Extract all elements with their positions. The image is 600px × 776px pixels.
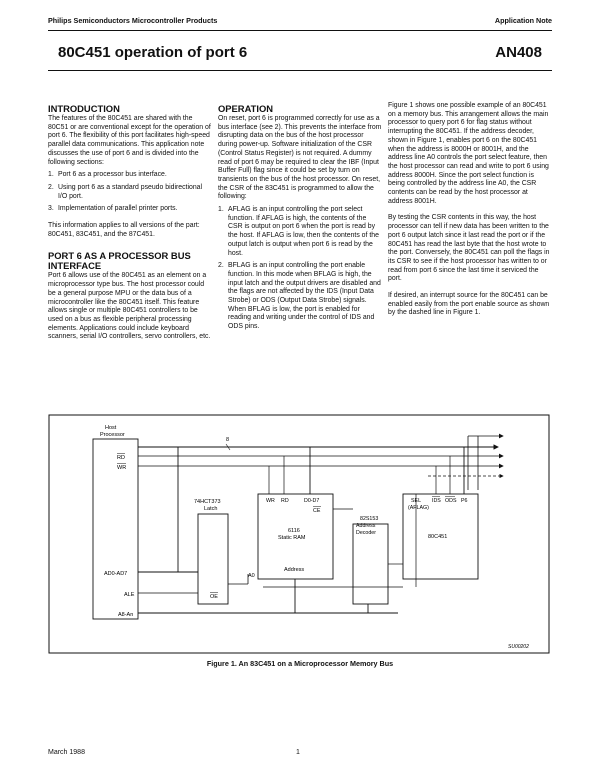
figure-1-diagram <box>48 414 550 654</box>
ram-label-2: Static RAM <box>278 535 306 541</box>
ram-label-1: 6116 <box>288 528 300 534</box>
list-item <box>48 184 212 201</box>
list-number: 3. <box>48 205 54 213</box>
mcu-p6-label: P6 <box>461 498 468 504</box>
figure-code: SU00202 <box>508 644 529 650</box>
section-heading-operation: OPERATION <box>218 103 274 114</box>
list-number: 2. <box>218 262 224 270</box>
list-text: AFLAG is an input controlling the port select function. If AFLAG is high, the contents of the CSR is output on port 6 when the port is read by the host. If AFLAG is low, then the contents of the output latch is output when port 6 is read by the host. <box>228 206 379 257</box>
list-text: Implementation of parallel printer ports. <box>58 205 178 213</box>
header-left: Philips Semiconductors Microcontroller Products <box>48 16 218 25</box>
operation-paragraph: On reset, port 6 is programmed correctly for use as a bus interface (see 2). This prevents the interface from disrupting data on the bus of the host processor during power-up. Software initialization of the CSR (Control Status Register) is not required. A dummy read of port 6 may be required to clear the IBF (Input Buffer Full) flag since it could be set by turn on transients on the bus of the host processor. On reset, the CSR of the 83C451 is programmed to allow the following: <box>218 115 382 201</box>
list-text: BFLAG is an input controlling the port enable function. In this mode when BFLAG is high, the input latch and the output drivers are disabled and the flags are not affected by the IDS (Input Data Strobe) or ODS (Output Data Strobe) signals. When BFLAG is low, the port is enabled for reading and writing under the control of IDS and ODS pins. <box>228 262 381 331</box>
list-number: 1. <box>218 206 224 214</box>
a0-label: A0 <box>248 573 255 579</box>
rd-label: RD <box>117 455 125 461</box>
page-title: 80C451 operation of port 6 <box>58 44 248 61</box>
list-item <box>48 171 212 180</box>
latch-oe-label: OE <box>210 594 218 600</box>
figure-caption: Figure 1. An 83C451 on a Microprocessor Memory Bus <box>206 659 394 668</box>
mcu-ods-label: ODS <box>445 498 457 504</box>
host-label-2: Processor <box>100 432 125 438</box>
list-number: 2. <box>48 183 54 191</box>
figure-description-paragraph: Figure 1 shows one possible example of an 80C451 on a memory bus. This arrangement allows the main processor to query port 6 for flag status without interrupting the 80C451. If the address decoder, shown in Figure 1, enables port 6 on the 80C451 when the address is 8000H or 8001H, and the address line A0 controls the port select feature, then the host processor can read and write to port 6 using address 8000H. Since the port select function is being controlled by the address line A0, the CSR contents can be read by the host processor at address 8001H. <box>388 102 549 205</box>
header-right: Application Note <box>494 16 552 25</box>
mcu-sel-label: SEL <box>411 498 422 504</box>
ad-label: AD0-AD7 <box>104 571 128 577</box>
bus-width-label: 8 <box>226 437 230 443</box>
list-item <box>48 205 212 214</box>
document-number: AN408 <box>495 44 542 61</box>
list-text: Port 6 as a processor bus interface. <box>58 171 167 179</box>
a8-label: A8-An <box>118 612 134 618</box>
column-right <box>388 102 552 318</box>
intro-paragraph: The features of the 80C451 are shared with the 80C51 or are conventional except for the operation of port 6. The flexibility of this port facilitates high-speed parallel data communications. This application note discusses the use of port 6 and is divided into the following sections: <box>48 115 211 166</box>
port6-bus-paragraph: Port 6 allows use of the 80C451 as an element on a microprocessor type bus. The host processor could be a general purpose MPU or the data bus of a microcontroller like the 80C451 itself. This feature allows single or multiple 80C451 controllers to be used on a bus as flexible peripheral processing elements. Applications could include keyboard scanners, serial I/O controllers, servo controllers, etc. <box>48 272 211 341</box>
header-rule <box>48 30 552 31</box>
decoder-label-2: Address <box>356 523 376 529</box>
column-middle <box>218 104 382 332</box>
versions-paragraph: This information applies to all versions of the part: 80C451, 83C451, and the 87C451. <box>48 222 200 238</box>
ram-rd-label: RD <box>281 498 289 504</box>
list-item <box>218 262 382 332</box>
footer-page-number: 1 <box>296 749 300 756</box>
interrupt-paragraph: If desired, an interrupt source for the 80C451 can be enabled easily from the port enable source as shown by the dashed line in Figure 1. <box>388 292 550 317</box>
ale-label: ALE <box>124 592 135 598</box>
list-number: 1. <box>48 171 54 179</box>
decoder-label-1: 82S153 <box>360 516 379 522</box>
latch-label-2: Latch <box>204 506 218 512</box>
list-text: Using port 6 as a standard pseudo bidirectional I/O port. <box>58 183 203 200</box>
section-heading-introduction: INTRODUCTION <box>48 103 120 114</box>
footer-date: March 1988 <box>48 749 85 756</box>
latch-box <box>198 514 228 604</box>
ram-ce-label: CE <box>313 508 321 514</box>
list-item <box>218 206 382 258</box>
csr-testing-paragraph: By testing the CSR contents in this way, the host processor can tell if new data has been written to the port 6 output latch since it last read the port or if the 80C451 has read the last byte that the host wrote to the port. Conversely, the 80C451 can poll the flags in its CSR to see if the host processor has written to or read from port 6 since the last time it serviced the port. <box>388 214 550 283</box>
host-label-1: Host <box>105 425 117 431</box>
ram-d-label: D0-D7 <box>304 498 320 504</box>
latch-label-1: 74HCT373 <box>194 499 221 505</box>
mcu-name-label: 80C451 <box>428 534 448 540</box>
ram-address-label: Address <box>284 567 305 573</box>
decoder-box <box>353 524 388 604</box>
mcu-ids-label: IDS <box>432 498 441 504</box>
decoder-label-3: Decoder <box>356 530 377 536</box>
ram-wr-label: WR <box>266 498 275 504</box>
wr-label: WR <box>117 465 127 471</box>
section-heading-port6-bus: PORT 6 AS A PROCESSOR BUS INTERFACE <box>48 250 191 272</box>
title-rule <box>48 70 552 71</box>
column-left <box>48 104 212 342</box>
mcu-aflag-label: (AFLAG) <box>408 505 429 511</box>
